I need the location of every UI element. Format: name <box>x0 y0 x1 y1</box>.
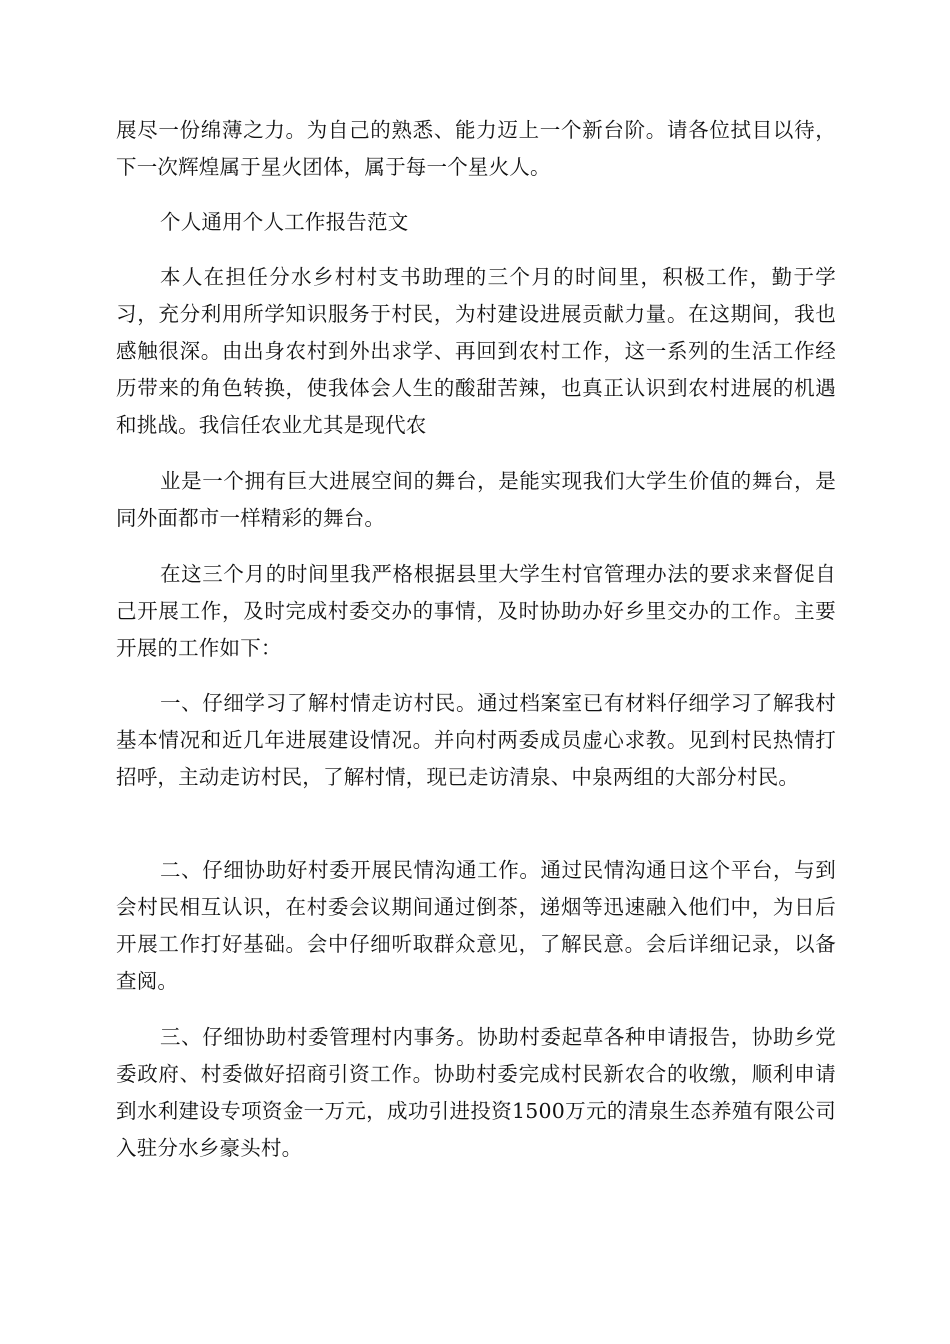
section-title: 个人通用个人工作报告范文 <box>160 210 409 234</box>
paragraph-item-3: 三、仔细协助村委管理村内事务。协助村委起草各种申请报告，协助乡党委政府、村委做好招商引资工作。协助村委完成村民新农合的收缴，顺利申请到水利建设专项资金一万元，成功引进投资1500万元的清泉生态养殖有限公司入驻分水乡豪头村。 <box>116 1025 836 1160</box>
paragraph-continuation: 展尽一份绵薄之力。为自己的熟悉、能力迈上一个新台阶。请各位拭目以待，下一次辉煌属于星火团体，属于每一个星火人。 <box>116 118 836 179</box>
paragraph-item-1: 一、仔细学习了解村情走访村民。通过档案室已有材料仔细学习了解我村基本情况和近几年进展建设情况。并向村两委成员虚心求教。见到村民热情打招呼，主动走访村民，了解村情，现已走访清泉、中泉两组的大部分村民。 <box>116 691 836 789</box>
paragraph-work-overview: 在这三个月的时间里我严格根据县里大学生村官管理办法的要求来督促自己开展工作，及时完成村委交办的事情，及时协助办好乡里交办的工作。主要开展的工作如下： <box>116 562 836 660</box>
paragraph-intro-continued: 业是一个拥有巨大进展空间的舞台，是能实现我们大学生价值的舞台，是同外面都市一样精彩的舞台。 <box>116 469 836 530</box>
paragraph-intro: 本人在担任分水乡村村支书助理的三个月的时间里，积极工作，勤于学习，充分利用所学知识服务于村民，为村建设进展贡献力量。在这期间，我也感触很深。由出身农村到外出求学、再回到农村工作，这一系列的生活工作经历带来的角色转换，使我体会人生的酸甜苦辣，也真正认识到农村进展的机遇和挑战。我信任农业尤其是现代农 <box>116 265 836 437</box>
paragraph-item-2: 二、仔细协助好村委开展民情沟通工作。通过民情沟通日这个平台，与到会村民相互认识，在村委会议期间通过倒茶，递烟等迅速融入他们中，为日后开展工作打好基础。会中仔细听取群众意见，了解民意。会后详细记录，以备查阅。 <box>116 858 836 993</box>
